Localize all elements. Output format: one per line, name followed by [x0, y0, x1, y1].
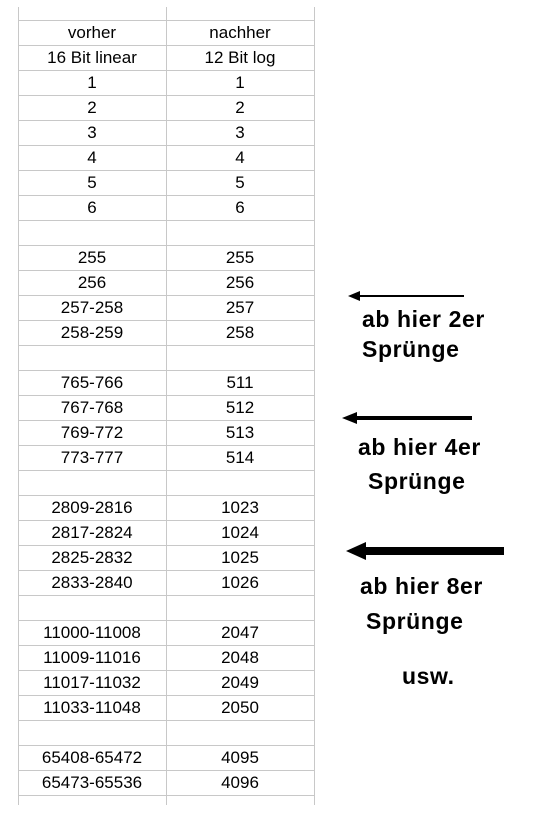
cell-after-log[interactable]: 1025	[221, 548, 259, 567]
cell-after-log[interactable]	[166, 470, 314, 495]
note-step2-line1: ab hier 2er	[362, 306, 485, 332]
cell-before-linear[interactable]: 65408-65472	[41, 748, 143, 767]
cell-before-linear[interactable]: 257-258	[60, 298, 124, 317]
header-cell-before[interactable]: vorher	[67, 23, 117, 42]
cell-after-log[interactable]: 2048	[221, 648, 259, 667]
cell-before-linear[interactable]: 3	[87, 123, 97, 142]
cell-before-linear[interactable]: 65473-65536	[41, 773, 143, 792]
cell-after-log[interactable]: 2	[235, 98, 245, 117]
cell-after-log[interactable]: 2050	[221, 698, 259, 717]
cell-after-log[interactable]: 514	[225, 448, 255, 467]
cell-before-linear[interactable]	[18, 595, 166, 620]
cell-before-linear[interactable]: 11033-11048	[43, 698, 141, 717]
cell-after-log[interactable]: 511	[226, 373, 254, 392]
note-step8-line2: Sprünge	[366, 608, 464, 634]
grid-column-line	[314, 7, 315, 805]
note-step4-line1: ab hier 4er	[358, 434, 481, 460]
grid-row-line	[18, 795, 314, 796]
cell-after-log[interactable]	[166, 345, 314, 370]
cell-after-log[interactable]: 1023	[221, 498, 259, 517]
cell-after-log[interactable]: 3	[235, 123, 245, 142]
cell-before-linear[interactable]: 2825-2832	[51, 548, 133, 567]
note-step8-line1: ab hier 8er	[360, 573, 483, 599]
cell-after-log[interactable]	[166, 595, 314, 620]
cell-before-linear[interactable]: 2	[87, 98, 97, 117]
cell-after-log[interactable]: 258	[225, 323, 255, 342]
cell-before-linear[interactable]	[18, 220, 166, 245]
header-cell-before[interactable]: 16 Bit linear	[47, 48, 137, 67]
cell-before-linear[interactable]	[18, 720, 166, 745]
cell-after-log[interactable]	[166, 220, 314, 245]
cell-after-log[interactable]: 4095	[221, 748, 259, 767]
cell-before-linear[interactable]: 2817-2824	[51, 523, 133, 542]
cell-before-linear[interactable]: 5	[87, 173, 97, 192]
cell-before-linear[interactable]: 4	[87, 148, 97, 167]
cell-before-linear[interactable]: 11009-11016	[43, 648, 141, 667]
cell-before-linear[interactable]: 765-766	[60, 373, 124, 392]
cell-after-log[interactable]: 255	[225, 248, 255, 267]
cell-before-linear[interactable]: 773-777	[60, 448, 124, 467]
cell-before-linear[interactable]: 11017-11032	[43, 673, 141, 692]
cell-after-log[interactable]: 6	[235, 198, 245, 217]
note-step2-line2: Sprünge	[362, 336, 460, 362]
header-cell-after[interactable]: nachher	[209, 23, 271, 42]
header-cell-after[interactable]: 12 Bit log	[204, 48, 276, 67]
cell-before-linear[interactable]: 1	[87, 73, 97, 92]
cell-before-linear[interactable]: 2833-2840	[51, 573, 133, 592]
cell-before-linear[interactable]: 6	[87, 198, 97, 217]
cell-before-linear[interactable]	[18, 470, 166, 495]
note-step4-line2: Sprünge	[368, 468, 466, 494]
cell-after-log[interactable]: 1026	[221, 573, 259, 592]
cell-before-linear[interactable]: 767-768	[60, 398, 124, 417]
cell-after-log[interactable]: 5	[235, 173, 245, 192]
cell-after-log[interactable]: 512	[225, 398, 255, 417]
cell-after-log[interactable]: 1024	[221, 523, 259, 542]
cell-after-log[interactable]: 257	[225, 298, 255, 317]
arrow-left-icon	[342, 410, 474, 426]
cell-after-log[interactable]: 2047	[221, 623, 259, 642]
note-etc: usw.	[402, 663, 455, 689]
cell-before-linear[interactable]: 255	[77, 248, 107, 267]
cell-before-linear[interactable]: 2809-2816	[51, 498, 133, 517]
cell-after-log[interactable]: 4	[235, 148, 245, 167]
cell-after-log[interactable]: 256	[225, 273, 255, 292]
cell-after-log[interactable]: 4096	[221, 773, 259, 792]
cell-before-linear[interactable]: 11000-11008	[43, 623, 141, 642]
cell-before-linear[interactable]: 769-772	[60, 423, 124, 442]
arrow-left-icon	[348, 289, 468, 303]
cell-before-linear[interactable]	[18, 345, 166, 370]
cell-after-log[interactable]: 1	[235, 73, 245, 92]
cell-before-linear[interactable]: 258-259	[60, 323, 124, 342]
cell-after-log[interactable]	[166, 720, 314, 745]
cell-before-linear[interactable]: 256	[77, 273, 107, 292]
cell-after-log[interactable]: 513	[225, 423, 255, 442]
arrow-left-icon	[346, 540, 506, 562]
cell-after-log[interactable]: 2049	[221, 673, 259, 692]
